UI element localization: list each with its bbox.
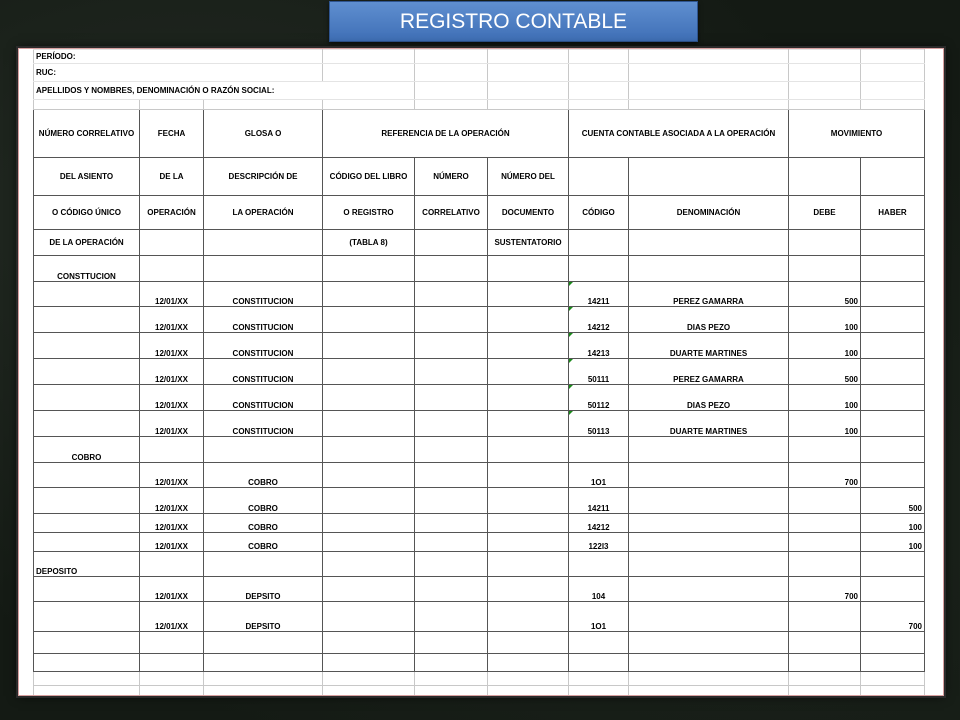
header-row-2: [34, 158, 925, 196]
col-fecha: FECHA: [140, 110, 204, 158]
cell-fecha: 12/01/XX: [140, 602, 204, 632]
col-debe: DEBE: [789, 196, 861, 230]
header-cell: DE LA: [140, 158, 204, 196]
table-row: [34, 514, 925, 533]
cell-debe: [789, 602, 861, 632]
table-row: [34, 488, 925, 514]
cell-denominacion: [629, 602, 789, 632]
section-label-deposito: DEPOSITO: [34, 552, 140, 577]
cell-fecha: 12/01/XX: [140, 488, 204, 514]
cell-fecha: 12/01/XX: [140, 333, 204, 359]
cell-debe: [789, 514, 861, 533]
cell-denominacion: DIAS PEZO: [629, 307, 789, 333]
razon-social-label: APELLIDOS Y NOMBRES, DENOMINACIÓN O RAZÓN SOCIAL:: [34, 82, 415, 100]
cell-glosa: COBRO: [204, 488, 323, 514]
cell-glosa: DEPSITO: [204, 577, 323, 602]
cell-debe: 700: [789, 577, 861, 602]
table-row: [34, 602, 925, 632]
cell-denominacion: [629, 514, 789, 533]
header-cell: NÚMERO: [415, 158, 488, 196]
cell-haber: 700: [861, 602, 925, 632]
cell-denominacion: PEREZ GAMARRA: [629, 282, 789, 307]
cell-fecha: 12/01/XX: [140, 307, 204, 333]
cell-denominacion: [629, 488, 789, 514]
cell-fecha: 12/01/XX: [140, 533, 204, 552]
header-cell: DEL ASIENTO: [34, 158, 140, 196]
header-cell: NÚMERO DEL: [488, 158, 569, 196]
table-row: [34, 359, 925, 385]
cell-denominacion: PEREZ GAMARRA: [629, 359, 789, 385]
cell-codigo: 14212: [587, 323, 610, 332]
cell-fecha: 12/01/XX: [140, 514, 204, 533]
empty-row: [34, 632, 925, 654]
cell-denominacion: [629, 533, 789, 552]
table-row: [34, 463, 925, 488]
header-cell: LA OPERACIÓN: [204, 196, 323, 230]
cell-debe: 100: [789, 411, 861, 437]
cell-glosa: COBRO: [204, 514, 323, 533]
header-cell: OPERACIÓN: [140, 196, 204, 230]
error-triangle-icon: [569, 385, 573, 389]
header-cell: O REGISTRO: [323, 196, 415, 230]
cell-codigo: 14212: [569, 514, 629, 533]
cell-codigo: 14211: [569, 488, 629, 514]
cell-glosa: CONSTITUCION: [204, 411, 323, 437]
cell-glosa: CONSTITUCION: [204, 282, 323, 307]
cell-glosa: CONSTITUCION: [204, 307, 323, 333]
header-row-1: [34, 110, 925, 158]
cell-haber: [861, 282, 925, 307]
cell-codigo: 1O1: [569, 602, 629, 632]
cell-fecha: 12/01/XX: [140, 463, 204, 488]
cell-debe: 700: [789, 463, 861, 488]
col-cuenta-contable: CUENTA CONTABLE ASOCIADA A LA OPERACIÓN: [569, 110, 789, 158]
col-haber: HABER: [861, 196, 925, 230]
cell-debe: [789, 533, 861, 552]
error-triangle-icon: [569, 411, 573, 415]
section-row: [34, 552, 925, 577]
cell-debe: 100: [789, 333, 861, 359]
cell-glosa: CONSTITUCION: [204, 333, 323, 359]
table-row: [34, 333, 925, 359]
cell-denominacion: [629, 463, 789, 488]
table-row: [34, 533, 925, 552]
col-numero-correlativo: NÚMERO CORRELATIVO: [34, 110, 140, 158]
header-cell: CORRELATIVO: [415, 196, 488, 230]
cell-debe: 100: [789, 307, 861, 333]
col-denominacion: DENOMINACIÓN: [629, 196, 789, 230]
cell-denominacion: [629, 577, 789, 602]
cell-codigo: 14211: [587, 297, 610, 306]
cell-haber: [861, 463, 925, 488]
error-triangle-icon: [569, 359, 573, 363]
cell-denominacion: DUARTE MARTINES: [629, 411, 789, 437]
table-row: [34, 282, 925, 307]
table-row: [34, 307, 925, 333]
cell-haber: [861, 307, 925, 333]
cell-codigo: 50113: [587, 427, 610, 436]
cell-haber: [861, 385, 925, 411]
cell-haber: [861, 411, 925, 437]
cell-codigo: 50112: [587, 401, 610, 410]
cell-fecha: 12/01/XX: [140, 577, 204, 602]
cell-haber: 500: [861, 488, 925, 514]
header-cell: CÓDIGO DEL LIBRO: [323, 158, 415, 196]
cell-fecha: 12/01/XX: [140, 385, 204, 411]
col-referencia: REFERENCIA DE LA OPERACIÓN: [323, 110, 569, 158]
cell-codigo: 1O1: [569, 463, 629, 488]
cell-glosa: COBRO: [204, 533, 323, 552]
section-label-constitucion: CONSTTUCION: [34, 256, 140, 282]
cell-debe: [789, 488, 861, 514]
cell-debe: 100: [789, 385, 861, 411]
header-cell: DESCRIPCIÓN DE: [204, 158, 323, 196]
ruc-label: RUC:: [34, 64, 323, 82]
header-cell: DE LA OPERACIÓN: [34, 230, 140, 256]
cell-glosa: CONSTITUCION: [204, 359, 323, 385]
col-codigo: CÓDIGO: [569, 196, 629, 230]
error-triangle-icon: [569, 282, 573, 286]
cell-codigo: 122l3: [569, 533, 629, 552]
table-row: [34, 577, 925, 602]
cell-denominacion: DIAS PEZO: [629, 385, 789, 411]
header-cell: O CÓDIGO ÚNICO: [34, 196, 140, 230]
cell-debe: 500: [789, 282, 861, 307]
section-label-cobro: COBRO: [34, 437, 140, 463]
accounting-register-table: [33, 49, 925, 696]
page-title: REGISTRO CONTABLE: [329, 1, 698, 42]
table-row: [34, 385, 925, 411]
cell-debe: 500: [789, 359, 861, 385]
periodo-label: PERÍODO:: [34, 50, 323, 64]
cell-haber: [861, 577, 925, 602]
cell-haber: 100: [861, 514, 925, 533]
cell-haber: [861, 333, 925, 359]
header-cell: (TABLA 8): [323, 230, 415, 256]
cell-glosa: CONSTITUCION: [204, 385, 323, 411]
section-row: [34, 437, 925, 463]
cell-codigo: 50111: [587, 375, 610, 384]
cell-haber: [861, 359, 925, 385]
cell-denominacion: DUARTE MARTINES: [629, 333, 789, 359]
cell-fecha: 12/01/XX: [140, 282, 204, 307]
section-row: [34, 256, 925, 282]
header-row-4: [34, 230, 925, 256]
cell-haber: 100: [861, 533, 925, 552]
spreadsheet-paper: [18, 48, 944, 696]
header-row-3: [34, 196, 925, 230]
col-glosa: GLOSA O: [204, 110, 323, 158]
cell-glosa: DEPSITO: [204, 602, 323, 632]
cell-glosa: COBRO: [204, 463, 323, 488]
table-row: [34, 411, 925, 437]
cell-fecha: 12/01/XX: [140, 411, 204, 437]
error-triangle-icon: [569, 307, 573, 311]
header-cell: DOCUMENTO: [488, 196, 569, 230]
error-triangle-icon: [569, 333, 573, 337]
col-movimiento: MOVIMIENTO: [789, 110, 925, 158]
empty-row: [34, 654, 925, 672]
cell-codigo: 104: [569, 577, 629, 602]
cell-fecha: 12/01/XX: [140, 359, 204, 385]
cell-codigo: 14213: [587, 349, 610, 358]
header-cell: SUSTENTATORIO: [488, 230, 569, 256]
